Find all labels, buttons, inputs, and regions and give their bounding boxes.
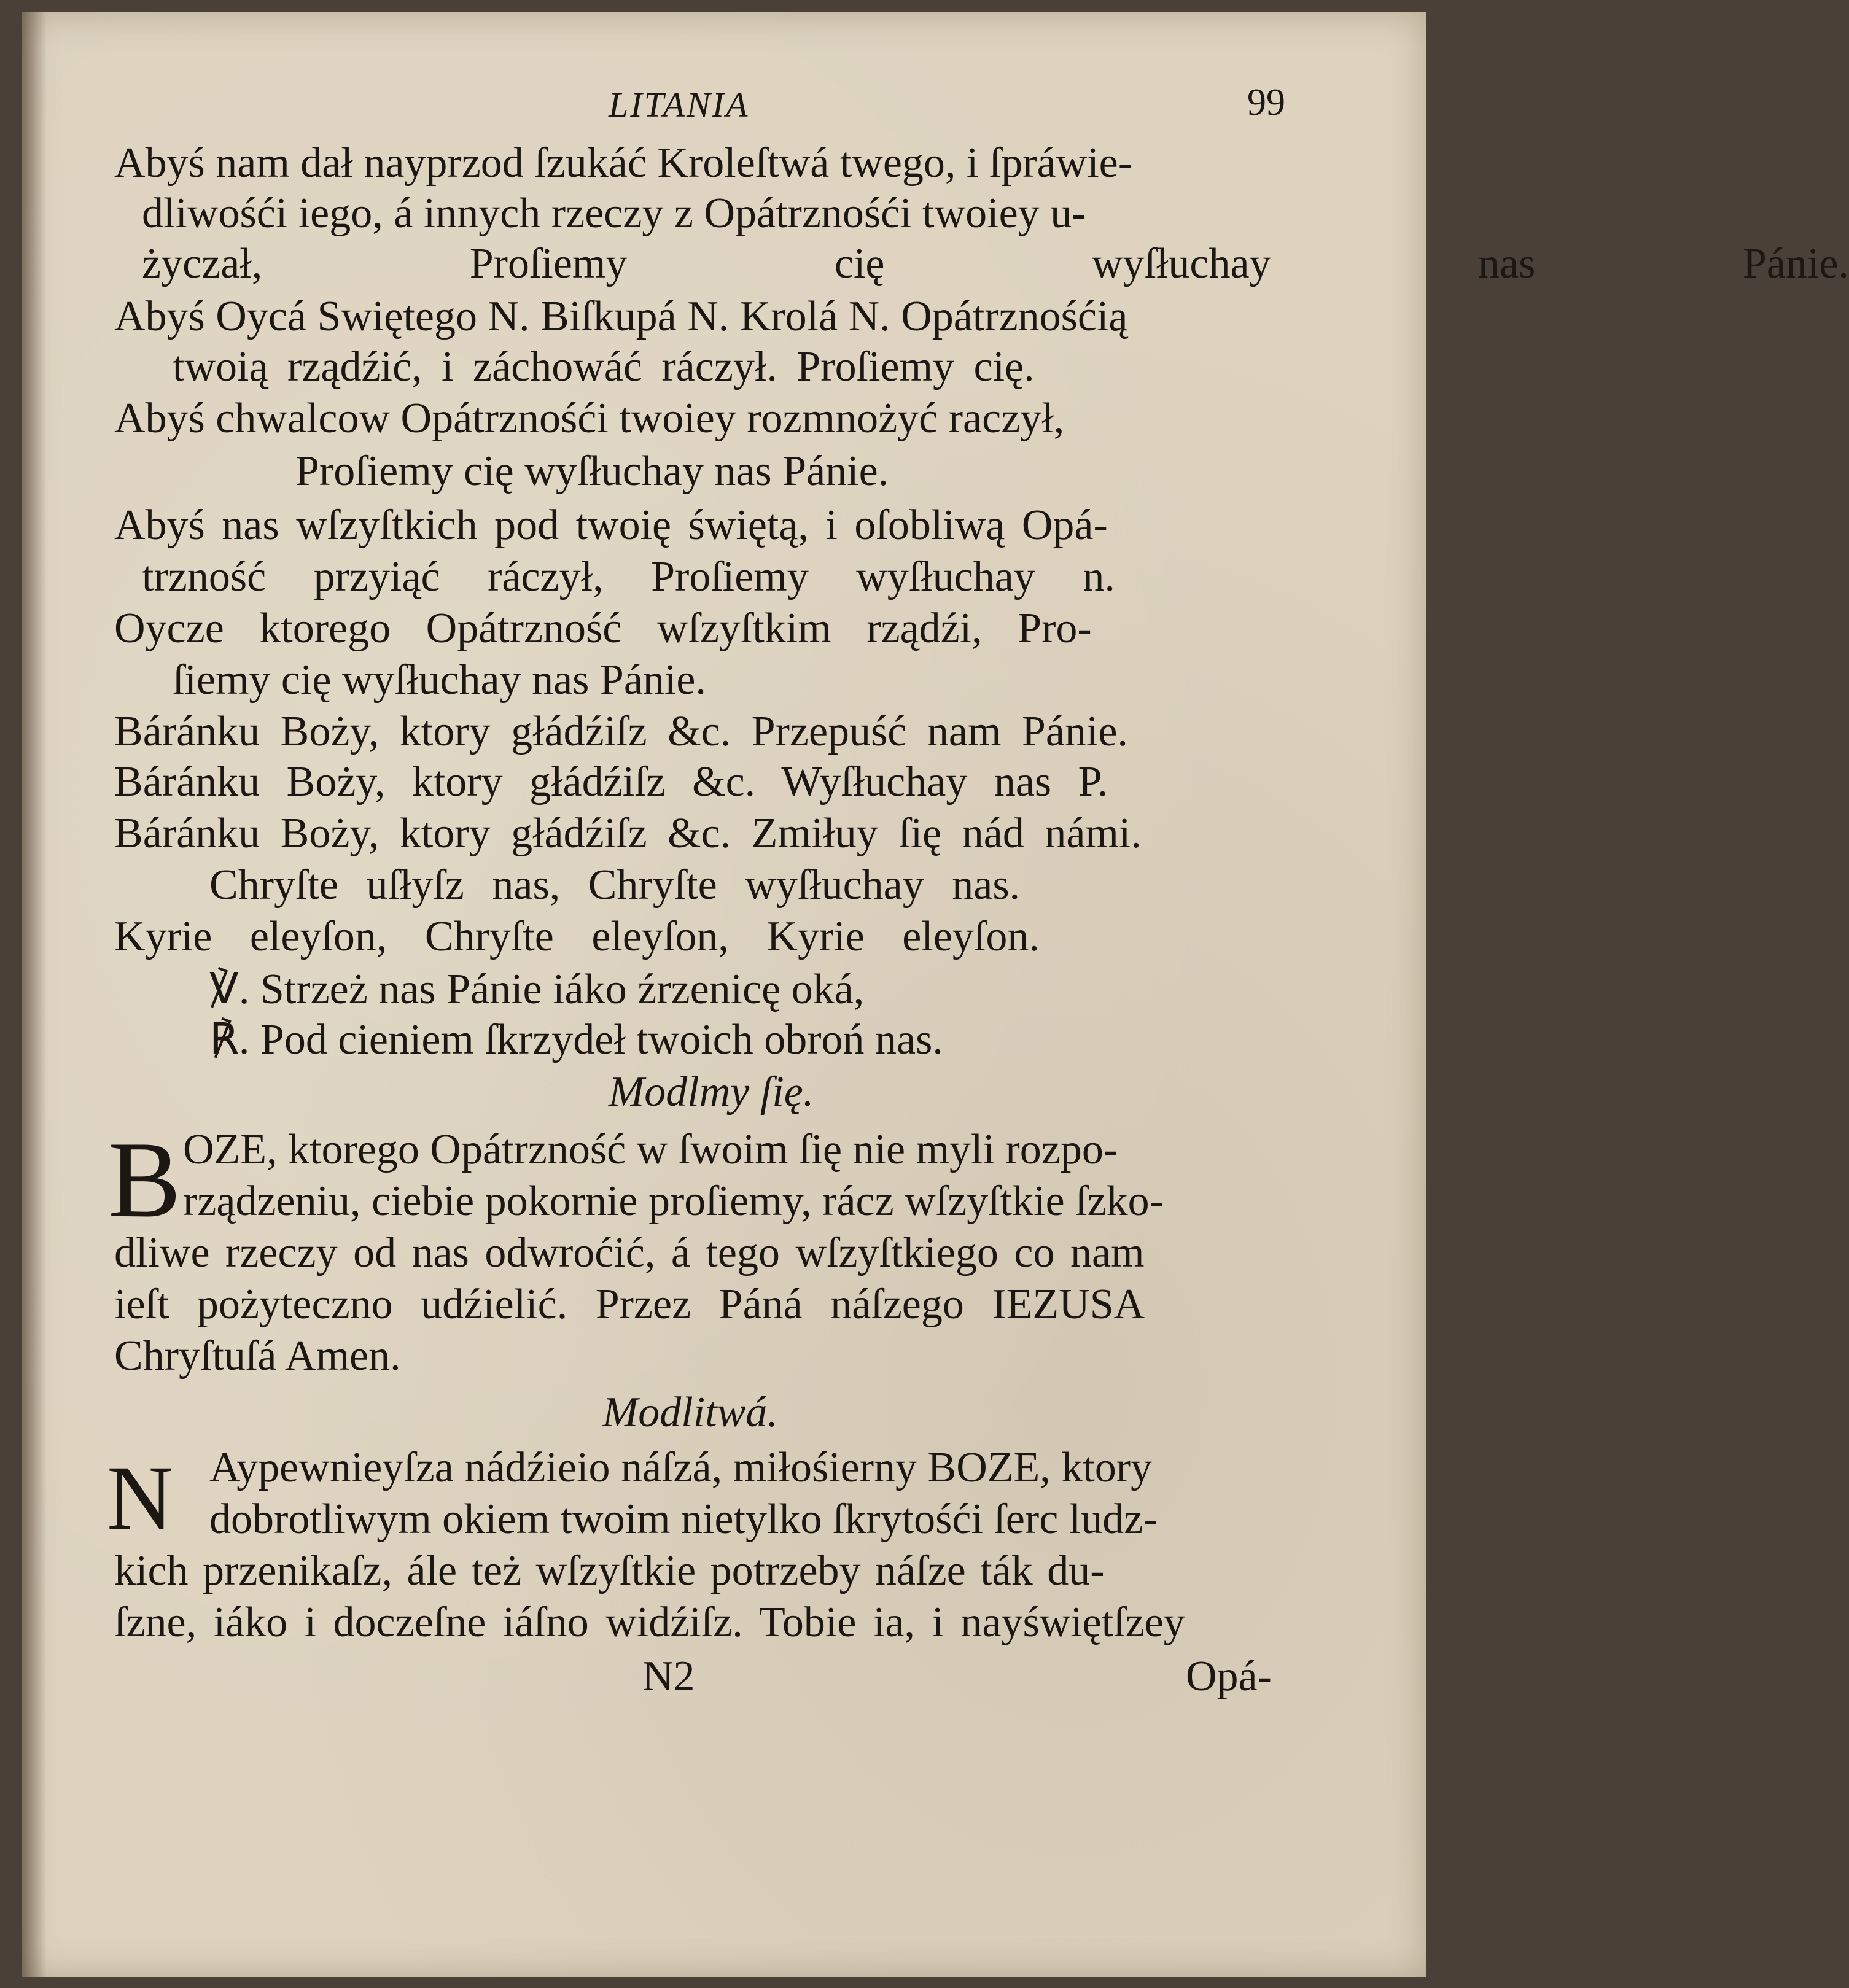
page-gutter-shadow (22, 12, 47, 1977)
signature-mark: N2 (642, 1653, 695, 1700)
text-line: Oycze ktorego Opátrzność wſzyſtkim rządźi, Pro- (114, 605, 1092, 652)
text-line: Kyrie eleyſon, Chryſte eleyſon, Kyrie eleyſon. (114, 913, 1040, 960)
text-line: Abyś nam dał nayprzod ſzukáć Kroleſtwá twego, i ſpráwie- (114, 139, 1133, 187)
text-line: Chryſte uſłyſz nas, Chryſte wyſłuchay nas. (209, 861, 1021, 909)
text-line: ſiemy cię wyſłuchay nas Pánie. (173, 656, 706, 704)
text-line: Chryſtuſá Amen. (114, 1332, 401, 1380)
text-line: trzność przyiąć ráczył, Proſiemy wyſłuchay n. (142, 553, 1115, 600)
prayer-heading: Modlmy ſię. (609, 1068, 814, 1116)
text-line: dliwe rzeczy od nas odwroćić, á tego wſzyſtkiego co nam (114, 1229, 1145, 1276)
text-line: dobrotliwym okiem twoim nietylko ſkrytośći ſerc ludz- (209, 1496, 1158, 1543)
text-line: Báránku Boży, ktory głádźiſz &c. Przepuść nam Pánie. (114, 708, 1128, 755)
text-line: Abyś nas wſzyſtkich pod twoię świętą, i oſobliwą Opá- (114, 502, 1108, 549)
text-line: rządzeniu, ciebie pokornie proſiemy, rácz wſzyſtkie ſzko- (183, 1178, 1164, 1225)
text-line: Abyś Oycá Swiętego N. Biſkupá N. Krolá N. Opátrznośćią (114, 293, 1128, 340)
drop-cap-b: B (108, 1119, 181, 1240)
book-page (22, 12, 1849, 1977)
text-line: dliwośći iego, á innych rzeczy z Opátrznośći twoiey u- (142, 190, 1086, 237)
prayer-heading: Modlitwá. (602, 1389, 778, 1436)
response-line: ℟. Pod cieniem ſkrzydeł twoich obroń nas. (209, 1016, 943, 1063)
text-line: kich przenikaſz, ále też wſzyſtkie potrzeby náſze ták du- (114, 1547, 1105, 1594)
text-line: Abyś chwalcow Opátrznośći twoiey rozmnożyć raczył, (114, 395, 1065, 442)
running-title: LITANIA (609, 85, 750, 125)
text-line: Proſiemy cię wyſłuchay nas Pánie. (295, 448, 889, 495)
text-line: Báránku Boży, ktory głádźiſz &c. Zmiłuy ſię nád námi. (114, 810, 1142, 857)
text-line: Báránku Boży, ktory głádźiſz &c. Wyſłuchay nas P. (114, 758, 1108, 806)
text-line: OZE, ktorego Opátrzność w ſwoim ſię nie myli rozpo- (183, 1126, 1118, 1173)
text-line: Aypewnieyſza nádźieio náſzá, miłośierny BOZE, ktory (209, 1444, 1153, 1491)
text-line: twoią rządźić, i záchowáć ráczył. Proſiemy cię. (173, 343, 1035, 390)
text-line: życzał, Proſiemy cię wyſłuchay nas Pánie. (142, 240, 1849, 287)
text-line: ſzne, iáko i doczeſne iáſno widźiſz. Tobie ia, i nayświętſzey (114, 1599, 1185, 1646)
page-number: 99 (1247, 82, 1285, 123)
drop-cap-n: N (107, 1447, 174, 1549)
versicle-line: ℣. Strzeż nas Pánie iáko źrzenicę oká, (209, 966, 865, 1013)
catchword: Opá- (1186, 1653, 1272, 1700)
text-line: ieſt pożyteczno udźielić. Przez Páná náſzego IEZUSA (114, 1281, 1145, 1328)
